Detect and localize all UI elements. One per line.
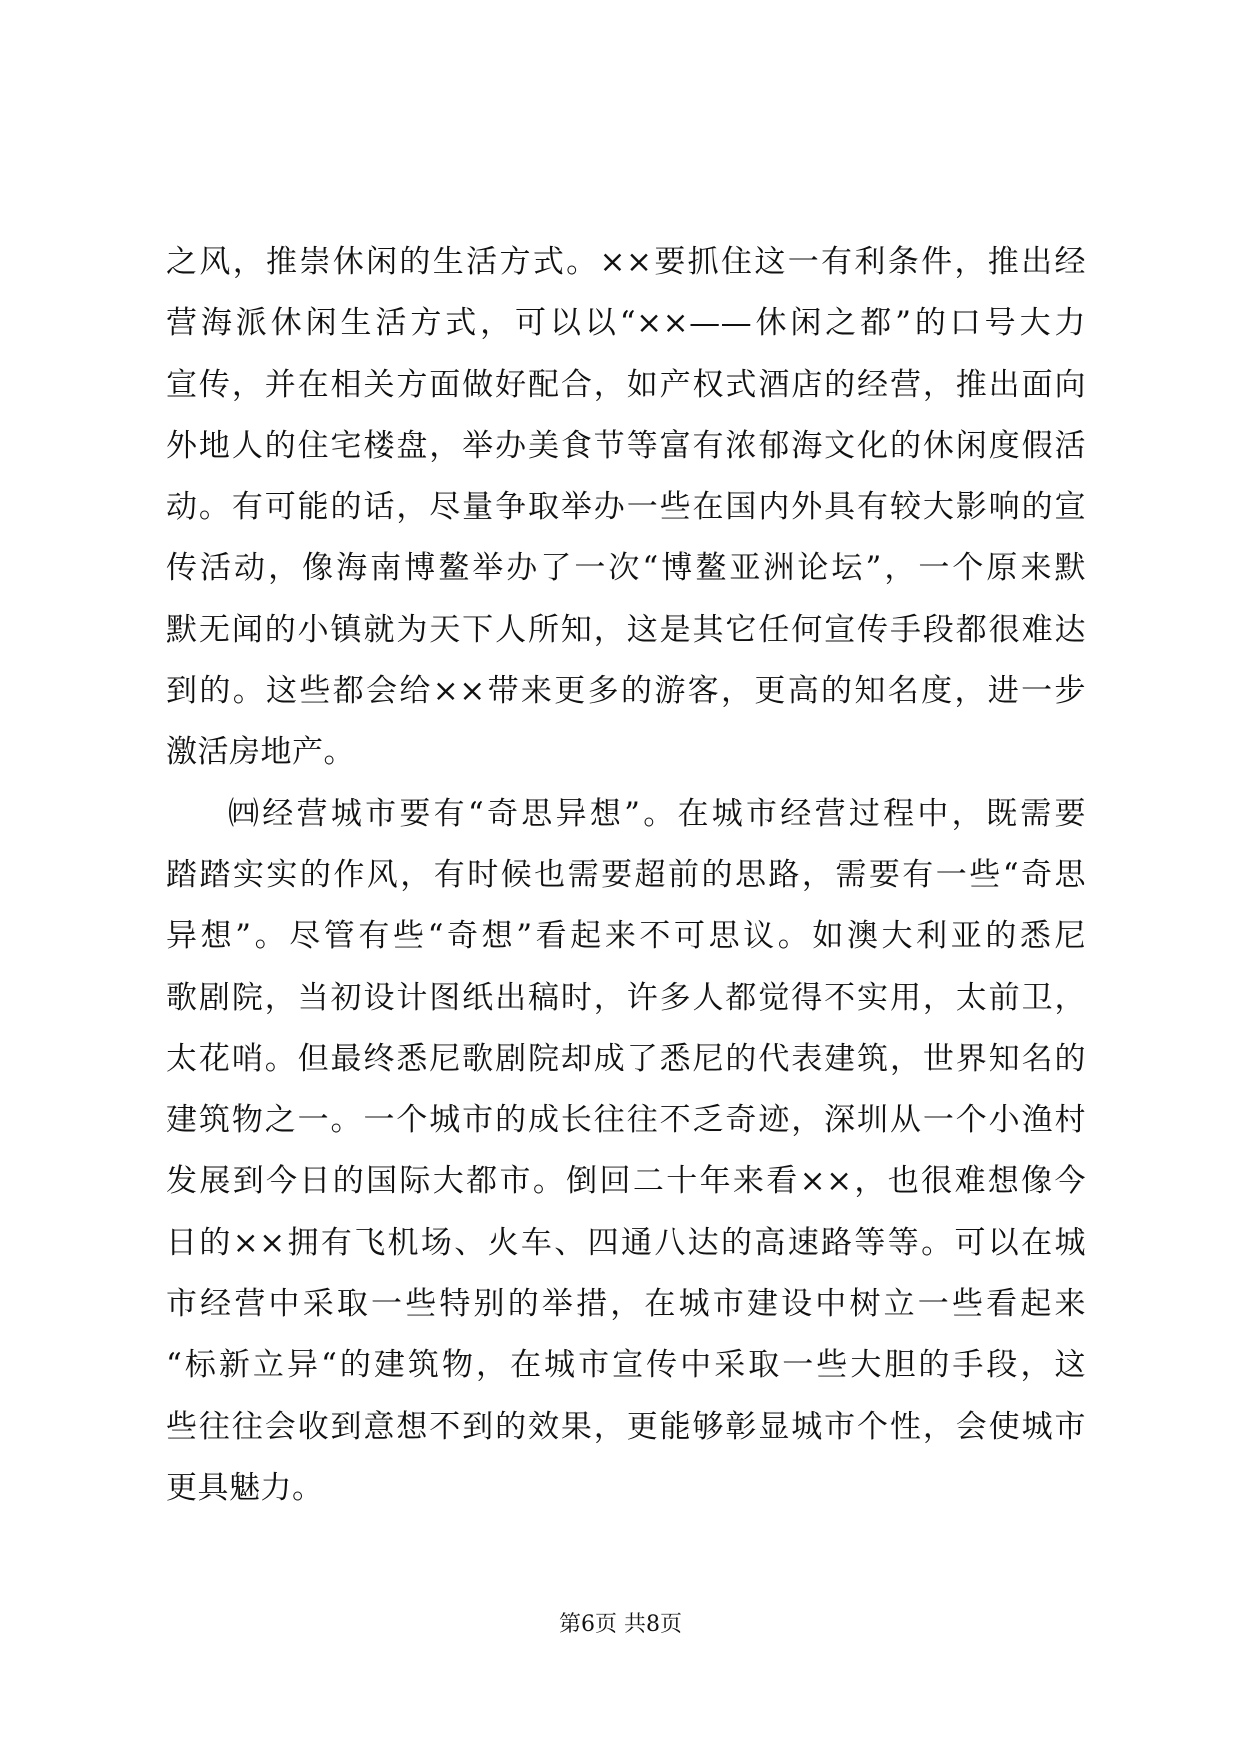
paragraph-2-line-4: 歌剧院，当初设计图纸出稿时，许多人都觉得不实用，太前卫，	[166, 979, 1086, 1016]
paragraph-2-line-12: 更具魅力。	[166, 1469, 324, 1506]
paragraph-1-line-7: 默无闻的小镇就为天下人所知，这是其它任何宣传手段都很难达	[166, 611, 1086, 648]
paragraph-1-line-5: 动。有可能的话，尽量争取举办一些在国内外具有较大影响的宣	[166, 489, 1086, 526]
page-number-footer: 第6页 共8页	[559, 1612, 682, 1637]
paragraph-1-line-9: 激活房地产。	[166, 734, 355, 771]
paragraph-2-line-1: ㈣经营城市要有“奇思异想”。在城市经营过程中，既需要	[228, 795, 1086, 832]
paragraph-2-line-2: 踏踏实实的作风，有时候也需要超前的思路，需要有一些“奇思	[166, 856, 1086, 893]
paragraph-1-line-3: 宣传，并在相关方面做好配合，如产权式酒店的经营，推出面向	[166, 366, 1086, 403]
paragraph-1-line-1: 之风，推崇休闲的生活方式。××要抓住这一有利条件，推出经	[166, 244, 1086, 280]
paragraph-2-line-11: 些往往会收到意想不到的效果，更能够彰显城市个性，会使城市	[166, 1408, 1086, 1445]
paragraph-1-line-8: 到的。这些都会给××带来更多的游客，更高的知名度，进一步	[166, 673, 1086, 710]
paragraph-2-line-5: 太花哨。但最终悉尼歌剧院却成了悉尼的代表建筑，世界知名的	[166, 1040, 1086, 1077]
paragraph-2-line-9: 市经营中采取一些特别的举措，在城市建设中树立一些看起来	[166, 1286, 1086, 1323]
paragraph-2-line-8: 日的××拥有飞机场、火车、四通八达的高速路等等。可以在城	[166, 1224, 1086, 1261]
paragraph-2-line-6: 建筑物之一。一个城市的成长往往不乏奇迹，深圳从一个小渔村	[166, 1102, 1086, 1139]
body-text	[166, 232, 1086, 1519]
paragraph-1-line-6: 传活动，像海南博鳌举办了一次“博鳌亚洲论坛”，一个原来默	[166, 550, 1086, 587]
paragraph-1-line-4: 外地人的住宅楼盘，举办美食节等富有浓郁海文化的休闲度假活	[166, 427, 1086, 464]
paragraph-2-line-10: “标新立异“的建筑物，在城市宣传中采取一些大胆的手段，这	[166, 1347, 1086, 1384]
paragraph-2-line-3: 异想”。尽管有些“奇想”看起来不可思议。如澳大利亚的悉尼	[166, 918, 1086, 955]
paragraph-1-line-2: 营海派休闲生活方式，可以以“××——休闲之都”的口号大力	[166, 305, 1086, 342]
paragraph-2-line-7: 发展到今日的国际大都市。倒回二十年来看××，也很难想像今	[166, 1163, 1086, 1200]
